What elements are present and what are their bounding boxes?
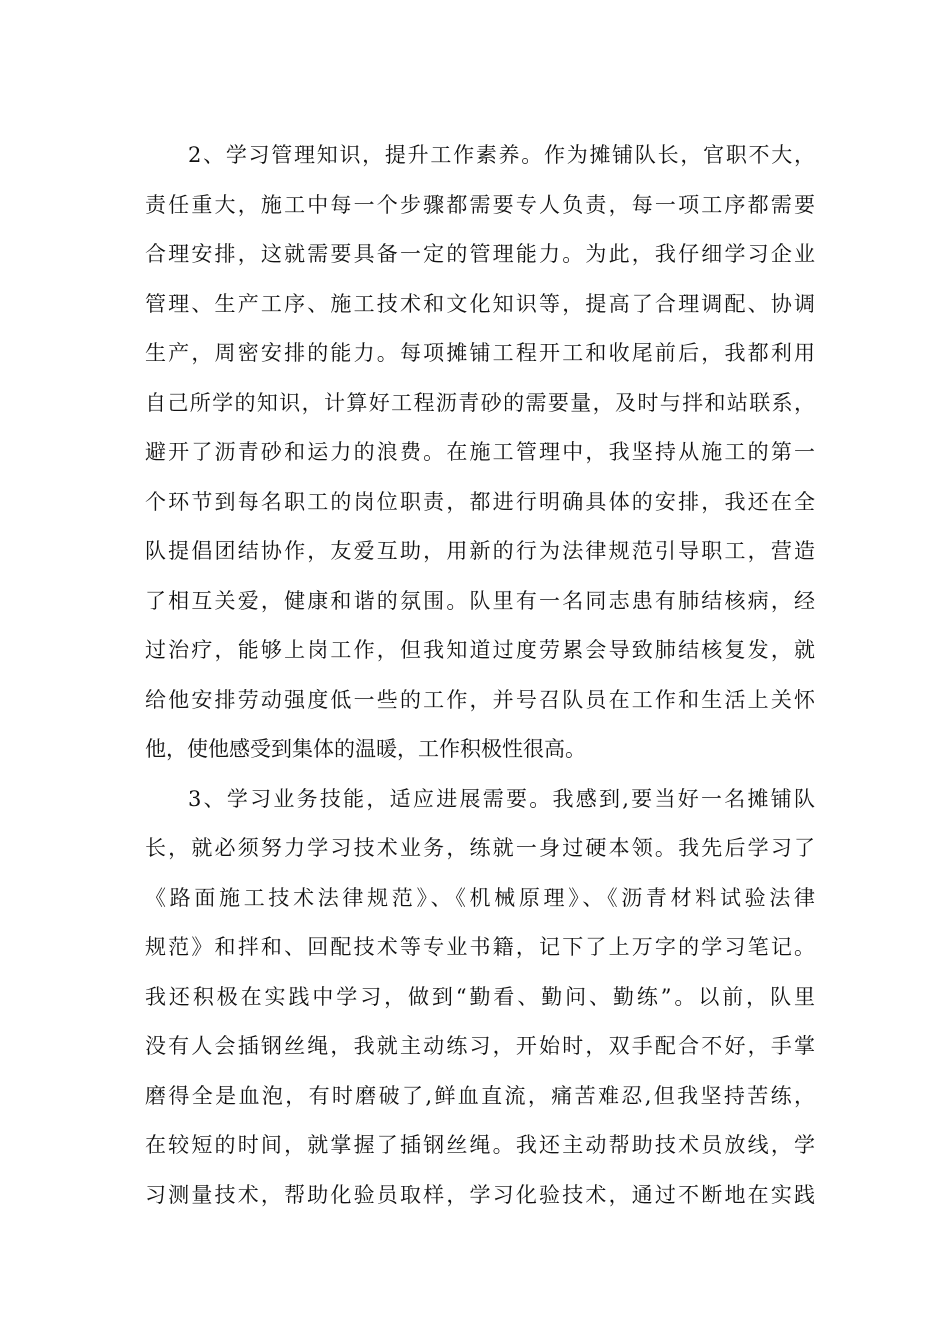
paragraph-line: 磨得全是血泡，有时磨破了,鲜血直流，痛苦难忍,但我坚持苦练，	[145, 1083, 815, 1108]
body-text	[145, 131, 815, 1220]
paragraph-line: 2、学习管理知识，提升工作素养。作为摊铺队长，官职不大，	[188, 143, 815, 167]
paragraph-line: 习测量技术，帮助化验员取样，学习化验技术，通过不断地在实践	[145, 1182, 815, 1207]
paragraph-line: 管理、生产工序、施工技术和文化知识等，提高了合理调配、协调	[145, 291, 815, 316]
paragraph-line: 规范》和拌和、回配技术等专业书籍，记下了上万字的学习笔记。	[145, 935, 815, 959]
paragraph-line: 长，就必须努力学习技术业务，练就一身过硬本领。我先后学习了	[145, 836, 815, 860]
paragraph-line: 《路面施工技术法律规范》、《机械原理》、《沥青材料试验法律	[145, 885, 815, 910]
paragraph-line: 生产，周密安排的能力。每项摊铺工程开工和收尾前后，我都利用	[145, 341, 815, 365]
paragraph-line: 避开了沥青砂和运力的浪费。在施工管理中，我坚持从施工的第一	[145, 440, 815, 464]
paragraph-line: 个环节到每名职工的岗位职责，都进行明确具体的安排，我还在全	[145, 489, 815, 514]
paragraph-line: 合理安排，这就需要具备一定的管理能力。为此，我仔细学习企业	[145, 242, 815, 266]
paragraph-line: 队提倡团结协作，友爱互助，用新的行为法律规范引导职工，营造	[145, 539, 815, 563]
paragraph-line: 没有人会插钢丝绳，我就主动练习，开始时，双手配合不好，手掌	[145, 1034, 815, 1058]
paragraph-line: 给他安排劳动强度低一些的工作，并号召队员在工作和生活上关怀	[145, 687, 815, 712]
paragraph-line: 了相互关爱，健康和谐的氛围。队里有一名同志患有肺结核病，经	[145, 588, 815, 613]
paragraph-line: 在较短的时间，就掌握了插钢丝绳。我还主动帮助技术员放线，学	[145, 1133, 815, 1157]
paragraph-line: 我还积极在实践中学习，做到“勤看、勤问、勤练”。以前，队里	[145, 984, 815, 1009]
paragraph-line: 过治疗，能够上岗工作，但我知道过度劳累会导致肺结核复发，就	[145, 638, 815, 662]
paragraph-business-skills	[145, 775, 815, 1221]
paragraph-management-knowledge	[145, 131, 815, 775]
paragraph-line: 责任重大，施工中每一个步骤都需要专人负责，每一项工序都需要	[145, 192, 815, 217]
paragraph-line: 3、学习业务技能，适应进展需要。我感到,要当好一名摊铺队	[188, 786, 815, 811]
paragraph-line: 自己所学的知识，计算好工程沥青砂的需要量，及时与拌和站联系，	[145, 390, 815, 415]
paragraph-line: 他，使他感受到集体的温暖，工作积极性很高。	[145, 737, 586, 761]
